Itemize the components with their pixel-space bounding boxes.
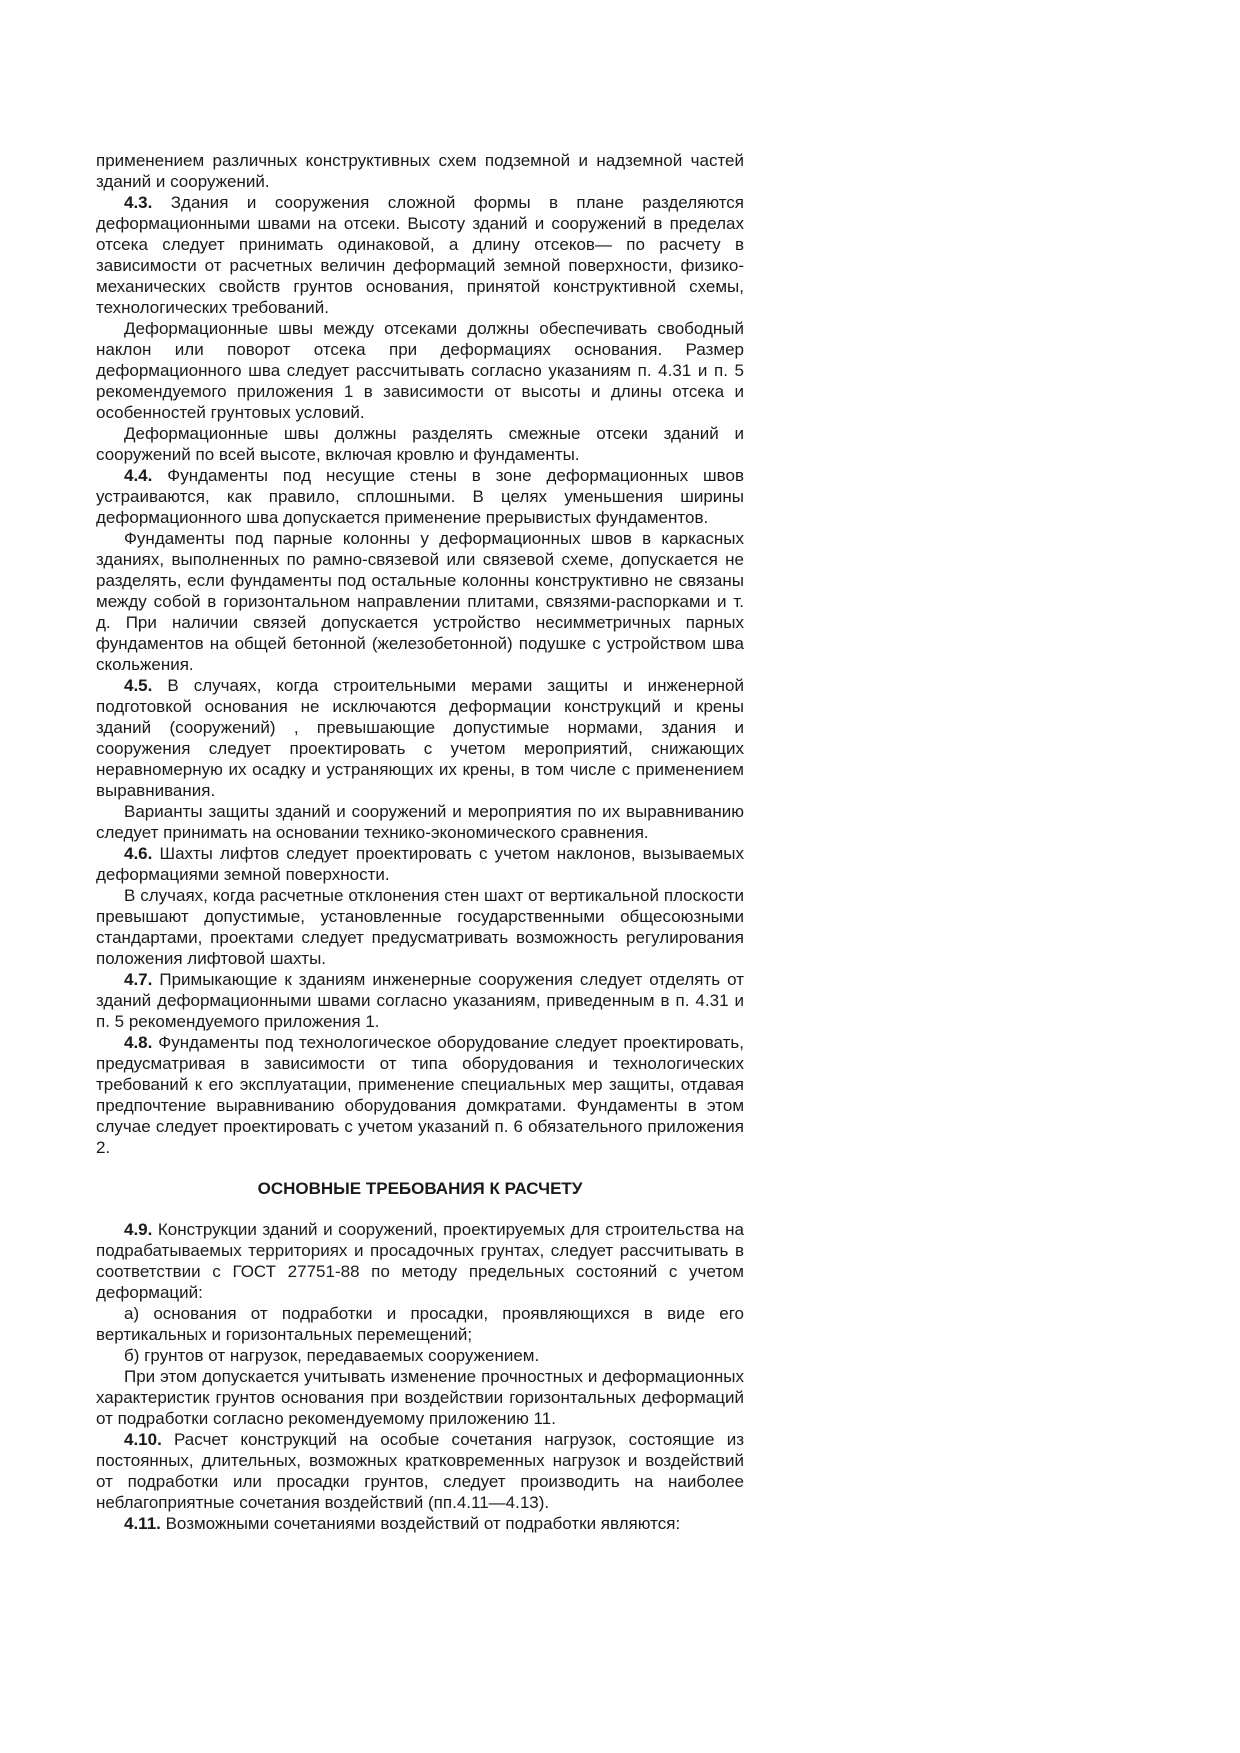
clause-number: 4.4. xyxy=(124,466,153,485)
clause-number: 4.10. xyxy=(124,1430,162,1449)
paragraph xyxy=(96,1219,744,1303)
clause-number: 4.3. xyxy=(124,193,153,212)
paragraph xyxy=(96,969,744,1032)
paragraph-text: б) грунтов от нагрузок, передаваемых сооружением. xyxy=(124,1346,540,1365)
paragraph xyxy=(96,318,744,423)
paragraph xyxy=(96,885,744,969)
paragraph-text: а) основания от подработки и просадки, проявляющихся в виде его вертикальных и горизонтальных перемещений; xyxy=(96,1304,744,1344)
paragraph xyxy=(96,675,744,801)
paragraph-text: Варианты защиты зданий и сооружений и мероприятия по их выравниванию следует принимать на основании технико-экономического сравнения. xyxy=(96,802,744,842)
paragraph xyxy=(96,801,744,843)
clause-number: 4.5. xyxy=(124,676,153,695)
clause-number: 4.7. xyxy=(124,970,153,989)
paragraph-text: Примыкающие к зданиям инженерные сооружения следует отделять от зданий деформационными швами согласно указаниям, приведенным в п. 4.31 и п. 5 рекомендуемого приложения 1. xyxy=(96,970,744,1031)
paragraph-text: Шахты лифтов следует проектировать с учетом наклонов, вызываемых деформациями земной поверхности. xyxy=(96,844,744,884)
paragraph xyxy=(96,528,744,675)
paragraph xyxy=(96,1032,744,1158)
paragraph xyxy=(96,1429,744,1513)
paragraph-text: Здания и сооружения сложной формы в плане разделяются деформационными швами на отсеки. Высоту зданий и сооружений в пределах отсека следует принимать одинаковой, а длину отсеков— по расчету в зависимости от расчетных величин деформаций земной поверхности, физико-механических свойств грунтов основания, принятой конструктивной схемы, технологических требований. xyxy=(96,193,744,317)
document-page xyxy=(96,150,744,1534)
paragraph xyxy=(96,1366,744,1429)
paragraph-text: Возможными сочетаниями воздействий от подработки являются: xyxy=(160,1514,681,1533)
paragraph xyxy=(96,1513,744,1534)
paragraph-text: Конструкции зданий и сооружений, проектируемых для строительства на подрабатываемых территориях и просадочных грунтах, следует рассчитывать в соответствии с ГОСТ 27751-88 по методу предельных состояний с учетом деформаций: xyxy=(96,1220,744,1302)
paragraph-text: Деформационные швы должны разделять смежные отсеки зданий и сооружений по всей высоте, включая кровлю и фундаменты. xyxy=(96,424,744,464)
paragraph xyxy=(96,1303,744,1345)
paragraph xyxy=(96,1345,744,1366)
clause-number: 4.6. xyxy=(124,844,153,863)
paragraph xyxy=(96,843,744,885)
paragraph-text: Расчет конструкций на особые сочетания нагрузок, состоящие из постоянных, длительных, возможных кратковременных нагрузок и воздействий от подработки или просадки грунтов, следует производить на наиболее неблагоприятные сочетания воздействий (пп.4.11—4.13). xyxy=(96,1430,744,1512)
paragraph-text: В случаях, когда расчетные отклонения стен шахт от вертикальной плоскости превышают допустимые, установленные государственными общесоюзными стандартами, проектами следует предусматривать возможность регулирования положения лифтовой шахты. xyxy=(96,886,744,968)
paragraph-text: Деформационные швы между отсеками должны обеспечивать свободный наклон или поворот отсека при деформациях основания. Размер деформационного шва следует рассчитывать согласно указаниям п. 4.31 и п. 5 рекомендуемого приложения 1 в зависимости от высоты и длины отсека и особенностей грунтовых условий. xyxy=(96,319,744,422)
section-heading: ОСНОВНЫЕ ТРЕБОВАНИЯ К РАСЧЕТУ xyxy=(257,1179,583,1198)
paragraph-text: применением различных конструктивных схем подземной и надземной частей зданий и сооружений. xyxy=(96,151,744,191)
paragraph xyxy=(96,192,744,318)
paragraph-text: В случаях, когда строительными мерами защиты и инженерной подготовкой основания не исключаются деформации конструкций и крены зданий (сооружений) , превышающие допустимые нормами, здания и сооружения следует проектировать с учетом мероприятий, снижающих неравномерную их осадку и устраняющих их крены, в том числе с применением выравнивания. xyxy=(96,676,744,800)
clause-number: 4.9. xyxy=(124,1220,153,1239)
paragraph xyxy=(96,423,744,465)
bottom-section xyxy=(96,1219,744,1534)
paragraph-text: Фундаменты под технологическое оборудование следует проектировать, предусматривая в зависимости от типа оборудования и технологических требований к его эксплуатации, применение специальных мер защиты, отдавая предпочтение выравниванию оборудования домкратами. Фундаменты в этом случае следует проектировать с учетом указаний п. 6 обязательного приложения 2. xyxy=(96,1033,744,1157)
clause-number: 4.8. xyxy=(124,1033,153,1052)
paragraph-text: Фундаменты под парные колонны у деформационных швов в каркасных зданиях, выполненных по рамно-связевой или связевой схеме, допускается не разделять, если фундаменты под остальные колонны конструктивно не связаны между собой в горизонтальном направлении плитами, связями-распорками и т. д. При наличии связей допускается устройство несимметричных парных фундаментов на общей бетонной (железобетонной) подушке с устройством шва скольжения. xyxy=(96,529,744,674)
top-section xyxy=(96,150,744,1158)
paragraph xyxy=(96,465,744,528)
paragraph xyxy=(96,150,744,192)
paragraph-text: Фундаменты под несущие стены в зоне деформационных швов устраиваются, как правило, сплошными. В целях уменьшения ширины деформационного шва допускается применение прерывистых фундаментов. xyxy=(96,466,744,527)
clause-number: 4.11. xyxy=(124,1514,161,1533)
paragraph-text: При этом допускается учитывать изменение прочностных и деформационных характеристик грунтов основания при воздействии горизонтальных деформаций от подработки согласно рекомендуемому приложению 11. xyxy=(96,1367,744,1428)
